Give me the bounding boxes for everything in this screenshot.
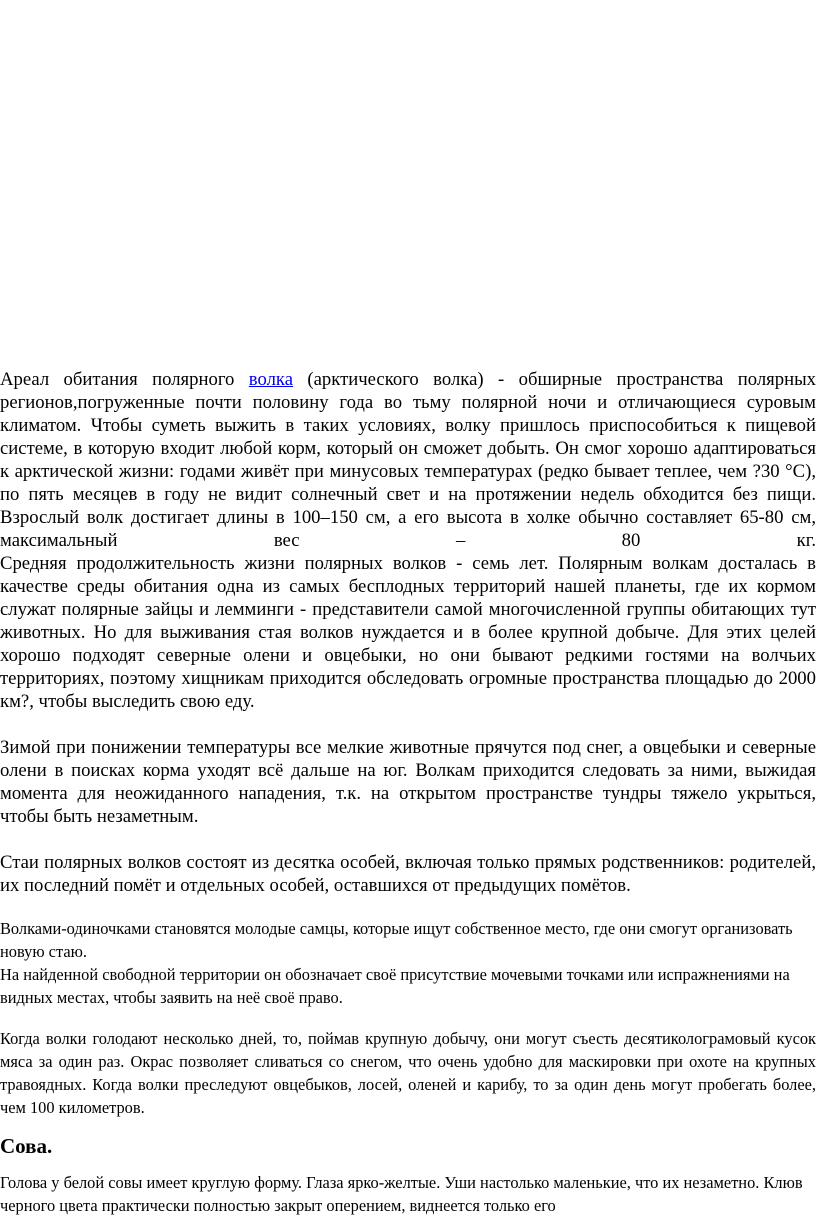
paragraph-text: (арктического волка) - обширные пространства полярных регионов,погруженные почти половину года во тьму полярной ночи и отличающиеся суровым климатом. Чтобы суметь выжить в таких условиях, волку пришлось приспособиться к пищевой системе, в которую входит любой корм, который он сможет добыть. Он смог хорошо адаптироваться к арктической жизни: годами живёт при минусовых температурах (редко бывает теплее, чем ?30 °C), по пять месяцев в году не видит солнечный свет и на протяжении недель обходится без пищи. Взрослый волк достигает длины в 100–150 см, а его высота в холке обычно составляет 65-80 см, максимальный вес – 80 кг.: [0, 369, 816, 551]
document-body: [0, 368, 816, 1217]
paragraph-winter: Зимой при понижении температуры все мелкие животные прячутся под снег, а овцебыки и северные олени в поисках корма уходят всё дальше на юг. Волкам приходится следовать за ними, выжидая момента для неожиданного нападения, т.к. на открытом пространстве тундры тяжело укрыться, чтобы быть незаметным.: [0, 737, 816, 827]
paragraph-territory: На найденной свободной территории он обозначает своё присутствие мочевыми точками или испражнениями на видных местах, чтобы заявить на неё своё право.: [0, 965, 790, 1007]
spacer: [0, 1009, 816, 1027]
paragraph-text: Ареал обитания полярного: [0, 369, 249, 390]
paragraph-owl: Голова у белой совы имеет круглую форму. Глаза ярко-желтые. Уши настолько маленькие, что их незаметно. Клюв черного цвета практически полностью закрыт оперением, виднеется только его: [0, 1173, 803, 1215]
spacer: [0, 1119, 816, 1131]
spacer: [0, 897, 816, 917]
paragraph-hunting: Когда волки голодают несколько дней, то, поймав крупную добычу, они могут съесть десятикологрaмовый кусок мяса за один раз. Окрас позволяет сливаться со снегом, что очень удобно для маскировки при охоте на крупных травоядных. Когда волки преследуют овцебыков, лосей, оленей и карибу, то за один день могут пробегать более, чем 100 километров.: [0, 1029, 816, 1117]
section-heading-owl: Сова.: [0, 1134, 53, 1158]
paragraph-packs: Стаи полярных волков состоят из десятка особей, включая только прямых родственников: родителей, их последний помёт и отдельных особей, оставшихся от предыдущих помётов.: [0, 852, 816, 896]
paragraph-lifespan: Средняя продолжительность жизни полярных волков - семь лет. Полярным волкам досталась в качестве среды обитания одна из самых бесплодных территорий нашей планеты, где их кормом служат полярные зайцы и лемминги - представители самой многочисленной группы обитающих тут животных. Но для выживания стая волков нуждается и в более крупной добыче. Для этих целей хорошо подходят северные олени и овцебыки, но они бывают редкими гостями на волчьих территориях, поэтому хищникам приходится обследовать огромные пространства площадью до 2000 км?, чтобы выследить свою еду.: [0, 553, 816, 712]
wolf-link[interactable]: волка: [248, 369, 293, 390]
paragraph-habitat: [0, 368, 816, 552]
spacer: [0, 1161, 816, 1171]
paragraph-lone-wolves: Волками-одиночками становятся молодые самцы, которые ищут собственное место, где они смогут организовать новую стаю.: [0, 919, 793, 961]
spacer: [0, 828, 816, 851]
spacer: [0, 713, 816, 736]
